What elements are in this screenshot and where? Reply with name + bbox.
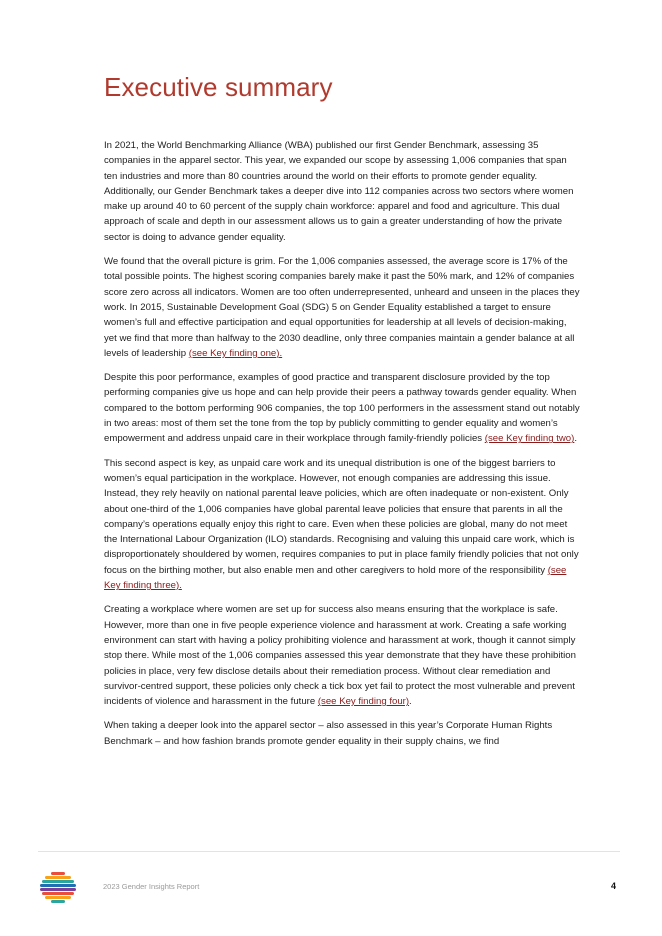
key-finding-one-link[interactable]: (see Key finding one). xyxy=(188,347,283,359)
logo-stripe xyxy=(42,892,74,895)
logo-stripe xyxy=(51,900,65,903)
paragraph-text: We found that the overall picture is grim. For the 1,006 companies assessed, the average score is 17% of the total possible points. The highest scoring companies barely make it past the 50% mark, and 12% of companies score zero across all indicators. Women are too often underrepresented, unheard and unseen in the places they work. In 2015, Sustainable Development Goal (SDG) 5 on Gender Equality established a target to ensure women’s full and effective participation and equal opportunities for leadership at all levels of decision-making, yet we find that more than halfway to the 2030 deadline, only three companies maintain a gender balance at all levels of leadership xyxy=(104,256,580,359)
key-finding-two-link[interactable]: (see Key finding two) xyxy=(484,433,575,445)
paragraph-3 xyxy=(104,370,580,446)
footer-report-label: 2023 Gender Insights Report xyxy=(103,882,200,891)
paragraph-text: Creating a workplace where women are set up for success also means ensuring that the workplace is safe. However, more than one in five people experience violence and harassment at work. Creating a safe working environment can start with having a policy prohibiting violence and harassment at work, though it cannot simply stop there. While most of the 1,006 companies assessed this year demonstrate that they have these prohibition policies in place, very few disclose details about their remediation process. Without clear remediation and survivor-centred support, these policies only check a tick box yet fail to protect the most vulnerable and prevent incidents of violence and harassment in the future xyxy=(104,604,576,708)
paragraph-4 xyxy=(104,456,580,594)
key-finding-four-link[interactable]: (see Key finding four) xyxy=(317,696,410,708)
paragraph-6 xyxy=(104,718,580,749)
paragraph-1 xyxy=(104,138,580,245)
paragraph-tail: . xyxy=(409,696,412,708)
paragraph-text: In 2021, the World Benchmarking Alliance (WBA) published our first Gender Benchmark, assessing 35 companies in the apparel sector. This year, we expanded our scope by assessing 1,006 companies that span ten industries and more than 80 countries around the world on their efforts to promote gender equality. Additionally, our Gender Benchmark takes a deeper dive into 112 companies across two sectors where women make up around 40 to 60 percent of the supply chain workforce: apparel and food and agriculture. This dual approach of scale and depth in our assessment allows us to gain a greater understanding of how the private sector is doing to advance gender equality. xyxy=(104,140,574,243)
paragraph-tail: . xyxy=(574,433,578,445)
key-finding-three-link[interactable]: (see Key finding three). xyxy=(104,564,567,592)
paragraph-2 xyxy=(104,254,580,361)
logo-stripe xyxy=(40,888,76,891)
logo-stripe xyxy=(42,880,74,883)
paragraph-text: This second aspect is key, as unpaid care work and its unequal distribution is one of the biggest barriers to women’s equal participation in the workplace. However, not enough companies are addressing this issue. Instead, they rely heavily on national parental leave policies, which are often inadequate or non-existent. Only about one-third of the 1,006 companies have global parental leave policies that ensure that parents in all the company’s operations equally enjoy this right to care. Even when these policies are global, many do not meet the International Labour Organization (ILO) standards. Recognising and valuing this unpaid care work, which is disproportionately shouldered by women, requires companies to put in place family friendly policies that not only focus on the birthing mother, but also enable men and other caregivers to hold more of the responsibility xyxy=(104,457,579,576)
paragraph-5 xyxy=(104,602,580,709)
logo-stripe xyxy=(45,876,71,879)
footer-divider xyxy=(38,851,620,852)
logo-stripe xyxy=(51,872,65,875)
paragraph-text: Despite this poor performance, examples of good practice and transparent disclosure provided by the top performing companies give us hope and can help provide their peers a pathway towards gender equality. When compared to the bottom performing 906 companies, the top 100 performers in the assessment stand out notably in two areas: most of them set the tone from the top by publicly committing to gender equality and women’s empowerment and address unpaid care in their workplace through family-friendly policies xyxy=(104,372,580,445)
page-number: 4 xyxy=(611,881,617,891)
wba-logo-icon xyxy=(39,870,77,906)
paragraph-text: When taking a deeper look into the apparel sector – also assessed in this year’s Corporate Human Rights Benchmark – and how fashion brands promote gender equality in their supply chains, we find xyxy=(104,720,553,747)
page-title: Executive summary xyxy=(104,72,333,102)
logo-stripe xyxy=(45,896,71,899)
logo-stripe xyxy=(40,884,76,887)
body-text xyxy=(104,138,580,758)
